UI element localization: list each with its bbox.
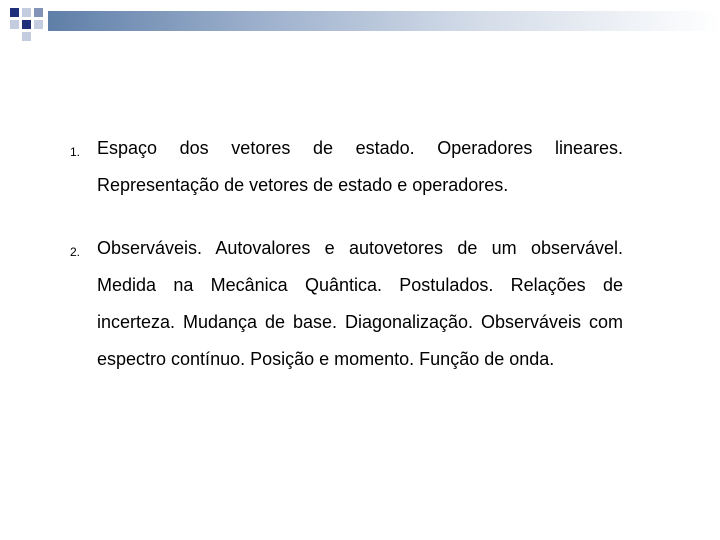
list-item-text: Observáveis. Autovalores e autovetores de um observável. Medida na Mecânica Quântica. Postulados. Relações de incerteza. Mudança de base. Diagonalização. Observáveis com espectro contínuo. Posição e momento. Função de onda. — [97, 238, 623, 369]
list-item-number: 2. — [70, 245, 81, 259]
decor-square — [10, 8, 19, 17]
list-item-number: 1. — [70, 145, 81, 159]
list-item — [70, 230, 630, 378]
header-gradient-bar — [48, 11, 720, 31]
slide-content — [70, 130, 630, 378]
decor-square — [22, 20, 31, 29]
decor-square — [22, 32, 31, 41]
list-item-text: Espaço dos vetores de estado. Operadores lineares. Representação de vetores de estado e operadores. — [97, 138, 623, 195]
decor-square — [34, 20, 43, 29]
list-item — [70, 130, 630, 204]
decor-square — [10, 20, 19, 29]
decor-square — [22, 8, 31, 17]
decor-square — [34, 8, 43, 17]
